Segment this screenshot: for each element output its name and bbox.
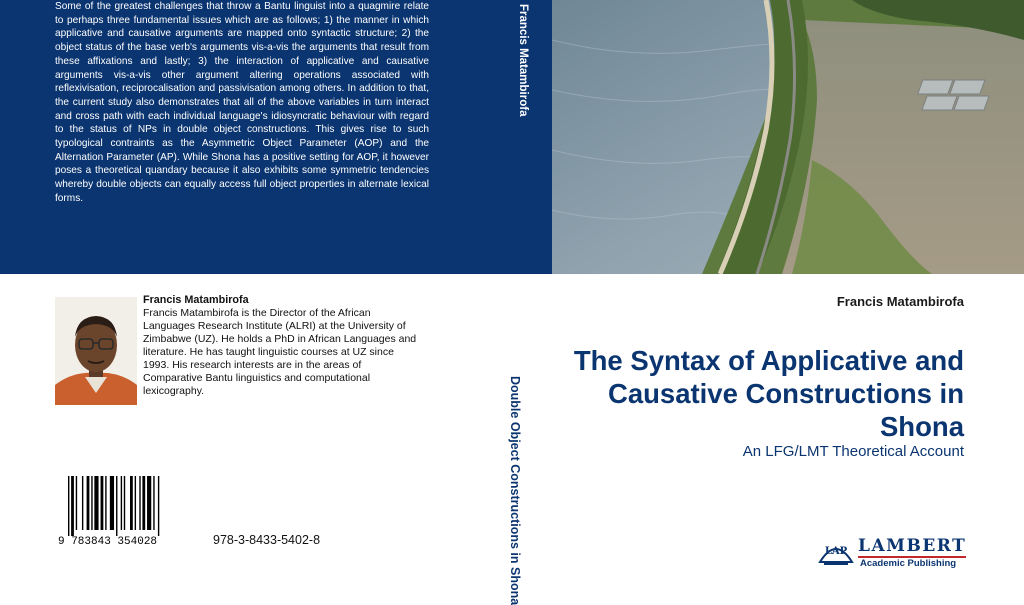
lap-logo-text: LAP	[824, 546, 848, 557]
publisher-subname: Academic Publishing	[860, 558, 957, 569]
barcode-bar	[87, 476, 90, 530]
bio-author-name: Francis Matambirofa	[143, 294, 249, 306]
cover-aerial-photo	[552, 0, 1024, 274]
bio-text: Francis Matambirofa is the Director of the African Languages Research Institute (ALRI) at the University of Zimbabwe (UZ). He holds a PhD in African Languages and literature. He has taught linguistic courses at UZ since 1993. His research interests are in the areas of Comparative Bantu linguistics and computational lexicography.	[143, 307, 417, 397]
barcode-bar	[147, 476, 151, 530]
spine-title: Double Object Constructions in Shona	[508, 376, 522, 605]
barcode-bar	[139, 476, 140, 530]
barcode-digits: 9 783843 354028	[58, 536, 158, 546]
publisher-name: LAMBERT	[858, 536, 967, 556]
barcode-bar	[130, 476, 133, 530]
front-author: Francis Matambirofa	[836, 294, 964, 309]
barcode-bar	[142, 476, 145, 530]
barcode-bar	[105, 476, 106, 530]
barcode-bar	[94, 476, 98, 530]
spine-author: Francis Matambirofa	[517, 4, 529, 117]
book-subtitle: An LFG/LMT Theoretical Account	[742, 443, 964, 460]
barcode-bar	[135, 476, 136, 530]
barcode-bar	[110, 476, 114, 530]
publisher-logo	[816, 532, 968, 572]
barcode-bar	[101, 476, 104, 530]
barcode-bar	[124, 476, 125, 530]
barcode-bar	[121, 476, 122, 530]
barcode-bar	[82, 476, 83, 530]
barcode-bar	[68, 476, 69, 536]
author-photo	[55, 297, 137, 405]
lap-emblem-icon	[816, 532, 856, 572]
book-title: The Syntax of Applicative and Causative Constructions in Shona	[573, 345, 964, 442]
isbn-number: 978-3-8433-5402-8	[213, 533, 321, 547]
barcode-bar	[116, 476, 117, 536]
barcode-bar	[91, 476, 92, 530]
barcode-bar	[76, 476, 77, 530]
isbn-barcode	[58, 474, 204, 546]
barcode-bar	[71, 476, 74, 536]
back-cover-blurb: Some of the greatest challenges that throw a Bantu linguist into a quagmire relate to perhaps three fundamental issues which are as follows; 1) the manner in which applicative and causative arguments are mapped onto syntactic structure; 2) the object status of the base verb's arguments vis-a-vis the arguments that result from these affixations and lastly; 3) the interaction of applicative and causative arguments vis-a-vis other argument altering operations associated with reflexivisation, reciprocalisation and passivisation among others. In addition to that, the current study also demonstrates that all of the above variables in turn interact and cross path with each individual language's idiosyncratic behaviour with regard to the status of NPs in double object constructions. This gives rise to such typological contraints as the Asymmetric Object Parameter (AOP) and the Alternation Parameter (AP). While Shona has a positive setting for AOP, it however poses a theoretical quandary because it also exhibits some symmetric tendencies whereby double objects can equally access full object properties in alternate lexical forms.	[55, 1, 429, 204]
barcode-bar	[153, 476, 154, 530]
barcode-bar	[158, 476, 159, 536]
